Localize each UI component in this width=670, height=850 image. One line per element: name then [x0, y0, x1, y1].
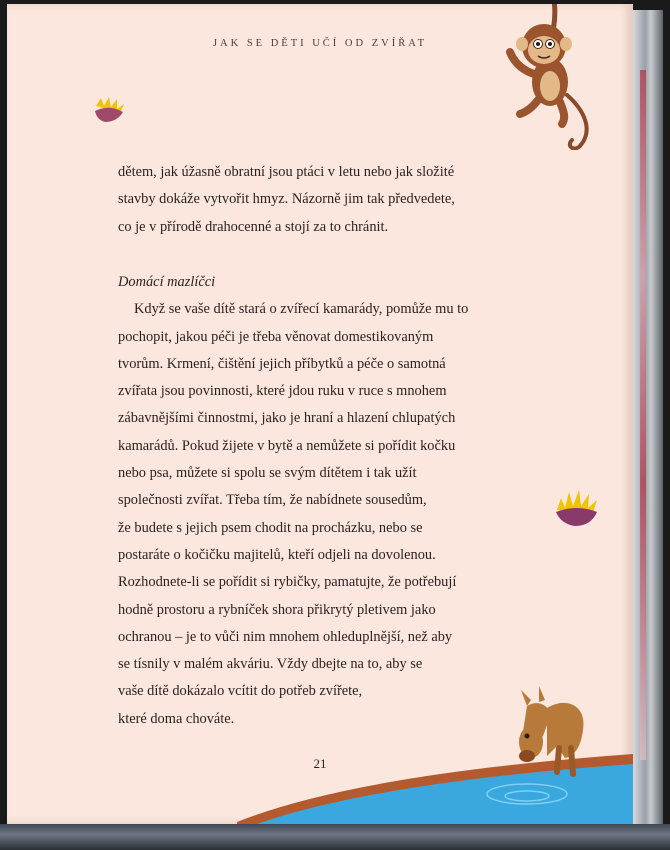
paragraph-intro	[118, 159, 538, 241]
text-line: tvorům. Krmení, čištění jejich příbytků a péče o samotná	[118, 355, 446, 372]
section-domestic-pets	[118, 269, 538, 733]
text-line: ochranou – je to vůči nim mnohem ohleduplnější, než aby	[118, 628, 453, 645]
text-line: se tísnily v malém akváriu. Vždy dbejte na to, aby se	[118, 656, 423, 673]
flower-icon	[93, 96, 129, 126]
text-line: hodně prostoru a rybníček shora přikrytý pletivem jako	[118, 601, 436, 618]
book-page-edges	[633, 10, 663, 830]
text-line: zvířata jsou povinnosti, které jdou ruku v ruce s mnohem	[118, 383, 447, 400]
sunflower-illustration	[553, 488, 601, 530]
text-line: kamarádů. Pokud žijete v bytě a nemůžete si pořídit kočku	[118, 437, 456, 454]
book-bottom-edge	[0, 824, 670, 850]
text-line: zábavnějšími činnostmi, jako je hraní a hlazení chlupatých	[118, 410, 456, 427]
text-line: společnosti zvířat. Třeba tím, že nabídnete sousedům,	[118, 492, 427, 509]
text-line: Rozhodnete-li se pořídit si rybičky, pamatujte, že potřebují	[118, 574, 457, 591]
text-line: dětem, jak úžasně obratní jsou ptáci v letu nebo jak složité	[118, 164, 455, 180]
text-line: které doma chováte.	[118, 710, 235, 727]
text-line: Když se vaše dítě stará o zvířecí kamarády, pomůže mu to	[134, 301, 469, 318]
text-line: postaráte o kočičku majitelů, kteří odjeli na dovolenou.	[118, 546, 436, 563]
running-header: JAK SE DĚTI UČÍ OD ZVÍŘAT	[212, 38, 428, 49]
text-line: pochopit, jakou péči je třeba věnovat domestikovaným	[118, 328, 434, 345]
book-page	[7, 4, 633, 824]
text-line: vaše dítě dokázalo vcítit do potřeb zvířete,	[118, 683, 363, 700]
monkey-illustration	[492, 4, 602, 150]
text-line: nebo psa, můžete si spolu se svým dítětem i tak užít	[118, 465, 417, 482]
text-line: stavby dokáže vytvořit hmyz. Názorně jim tak předvedete,	[118, 191, 455, 208]
page-edge-strip	[640, 70, 646, 760]
text-line: co je v přírodě drahocenné a stojí za to chránit.	[118, 218, 389, 235]
page-number: 21	[313, 756, 327, 771]
text-line: že budete s jejich psem chodit na procházku, nebo se	[118, 519, 423, 536]
section-heading: Domácí mazlíčci	[118, 274, 216, 290]
